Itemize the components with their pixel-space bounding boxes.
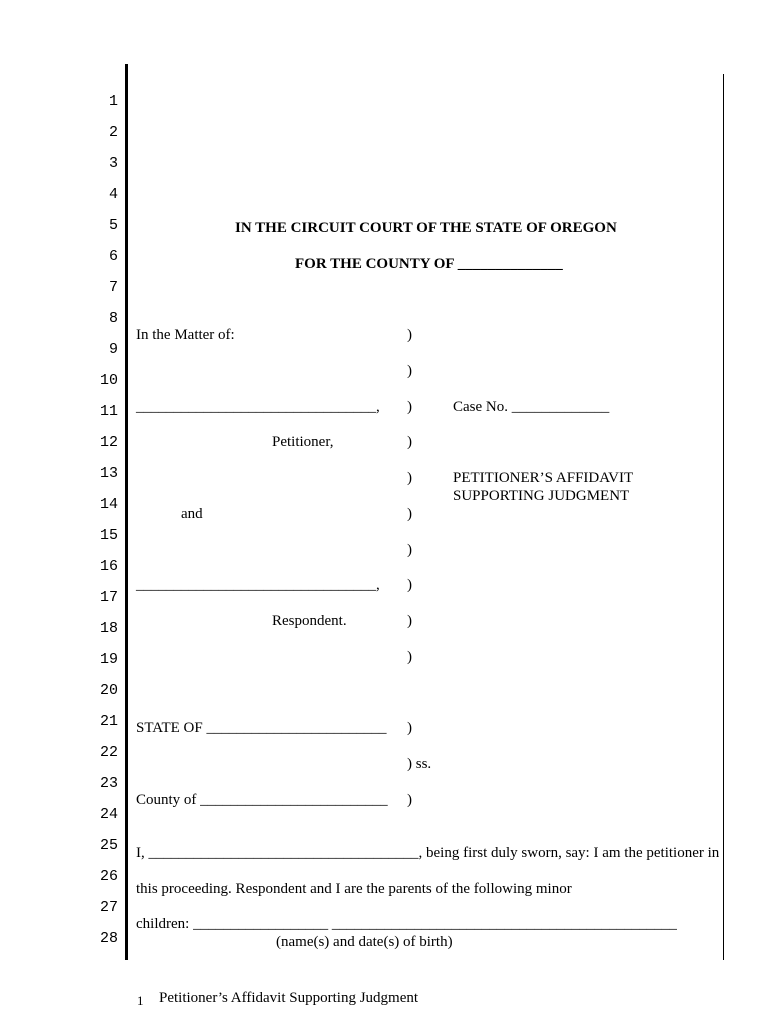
line-number: 15	[99, 527, 118, 544]
line-number: 13	[99, 465, 118, 482]
caption-paren: )	[407, 649, 412, 665]
case-number[interactable]: Case No. _____________	[453, 399, 610, 415]
children-field[interactable]: children: __________________ ______________________________________________	[136, 916, 677, 932]
state-of-field[interactable]: STATE OF ________________________	[136, 720, 387, 736]
petitioner-name-blank[interactable]: ________________________________,	[136, 399, 380, 415]
line-number: 4	[108, 186, 118, 203]
footer-page-number: 1	[137, 993, 144, 1008]
line-number: 3	[108, 155, 118, 172]
line-number: 9	[108, 341, 118, 358]
venue-paren: )	[407, 720, 412, 736]
ss-label: ) ss.	[407, 756, 432, 772]
line-number: 16	[99, 558, 118, 575]
affidavit-line-26: this proceeding. Respondent and I are the parents of the following minor	[136, 881, 572, 897]
court-heading: IN THE CIRCUIT COURT OF THE STATE OF OREGON	[235, 220, 617, 236]
line-number: 18	[99, 620, 118, 637]
children-field-hint: (name(s) and date(s) of birth)	[276, 934, 453, 950]
line-number: 8	[108, 310, 118, 327]
matter-label: In the Matter of:	[136, 327, 235, 343]
line-number: 6	[108, 248, 118, 265]
caption-paren: )	[407, 470, 412, 486]
caption-paren: )	[407, 434, 412, 450]
line-number: 20	[99, 682, 118, 699]
line-number: 27	[99, 899, 118, 916]
and-label: and	[181, 506, 203, 522]
respondent-name-blank[interactable]: ________________________________,	[136, 577, 380, 593]
line-number: 17	[99, 589, 118, 606]
county-heading: FOR THE COUNTY OF ______________	[295, 256, 563, 272]
line-number: 7	[108, 279, 118, 296]
line-number: 12	[99, 434, 118, 451]
caption-paren: )	[407, 613, 412, 629]
line-number: 23	[99, 775, 118, 792]
caption-paren: )	[407, 542, 412, 558]
caption-paren: )	[407, 577, 412, 593]
line-number: 24	[99, 806, 118, 823]
document-title-line2: SUPPORTING JUDGMENT	[453, 488, 630, 504]
caption-paren: )	[407, 399, 412, 415]
line-number: 22	[99, 744, 118, 761]
footer-title: Petitioner’s Affidavit Supporting Judgment	[159, 990, 419, 1006]
respondent-label: Respondent.	[272, 613, 347, 629]
right-margin-rule	[723, 74, 724, 960]
caption-paren: )	[407, 327, 412, 343]
petitioner-label: Petitioner,	[272, 434, 334, 450]
line-number: 19	[99, 651, 118, 668]
line-number: 11	[99, 403, 118, 420]
venue-paren: )	[407, 792, 412, 808]
line-number: 25	[99, 837, 118, 854]
line-number: 5	[108, 217, 118, 234]
line-number: 26	[99, 868, 118, 885]
caption-paren: )	[407, 363, 412, 379]
county-of-field[interactable]: County of _________________________	[136, 792, 388, 808]
left-margin-rule	[125, 64, 128, 960]
line-number: 14	[99, 496, 118, 513]
caption-paren: )	[407, 506, 412, 522]
document-title-line1: PETITIONER’S AFFIDAVIT	[453, 470, 634, 486]
line-number: 21	[99, 713, 118, 730]
line-number: 10	[99, 372, 118, 389]
line-number: 1	[108, 93, 118, 110]
affidavit-line-25: I, ____________________________________, being first duly sworn, say: I am the petitioner in	[136, 845, 720, 861]
line-number: 28	[99, 930, 118, 947]
line-number: 2	[108, 124, 118, 141]
